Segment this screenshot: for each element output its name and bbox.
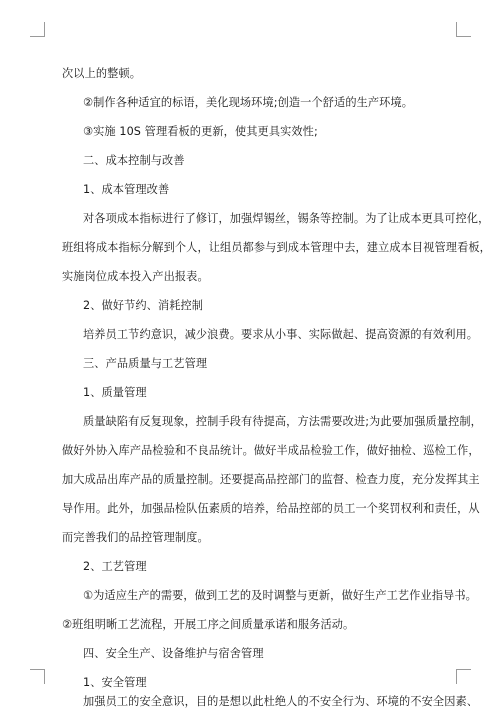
text-line: 做好外协入库产品检验和不良品统计。做好半成品检验工作，做好抽检、巡检工作， [62, 444, 480, 457]
text-line: 质量缺陷有反复现象，控制手段有待提高，方法需要改进;为此要加强质量控制， [83, 415, 482, 428]
section-heading: 二、成本控制与改善 [83, 154, 185, 167]
crop-mark-bottom-right [456, 669, 471, 684]
section-heading: 三、产品质量与工艺管理 [83, 357, 208, 370]
crop-mark-bottom-left [30, 669, 45, 684]
text-line: 次以上的整顿。 [62, 67, 142, 80]
subsection-heading: 1、质量管理 [83, 386, 147, 399]
subsection-heading: 2、工艺管理 [83, 560, 147, 573]
crop-mark-top-right [456, 22, 471, 37]
text-line: ②班组明晰工艺流程，开展工序之间质量承诺和服务活动。 [62, 618, 355, 631]
subsection-heading: 1、成本管理改善 [83, 183, 170, 196]
text-line: 对各项成本指标进行了修订，加强焊锡丝，锡条等控制。为了让成本更具可控化， [83, 212, 490, 225]
text-line: 加强员工的安全意识，目的是想以此杜绝人的不安全行为、环境的不安全因素、 [83, 695, 479, 708]
text-line: 而完善我们的品控管理制度。 [62, 531, 209, 544]
crop-mark-top-left [30, 22, 45, 37]
text-line: ②制作各种适宜的标语，美化现场环境;创造一个舒适的生产环境。 [83, 96, 414, 109]
text-line: 导作用。此外，加强品检队伍素质的培养，给品控部的员工一个奖罚权利和责任，从 [62, 502, 480, 515]
text-line: 加大成品出库产品的质量控制。还要提高品控部门的监督、检查力度，充分发挥其主 [62, 473, 480, 486]
text-line: 班组将成本指标分解到个人，让组员都参与到成本管理中去，建立成本目视管理看板， [62, 241, 491, 254]
text-line: 培养员工节约意识，减少浪费。要求从小事、实际做起、提高资源的有效利用。 [83, 328, 479, 341]
subsection-heading: 1、安全管理 [83, 676, 147, 689]
text-line: ③实施 10S 管理看板的更新，使其更具实效性; [83, 125, 318, 138]
section-heading: 四、安全生产、设备维护与宿舍管理 [83, 647, 264, 660]
subsection-heading: 2、做好节约、消耗控制 [83, 299, 204, 312]
text-line: 实施岗位成本投入产出报表。 [62, 270, 209, 283]
text-line: ①为适应生产的需要，做到工艺的及时调整与更新，做好生产工艺作业指导书。 [83, 589, 477, 602]
